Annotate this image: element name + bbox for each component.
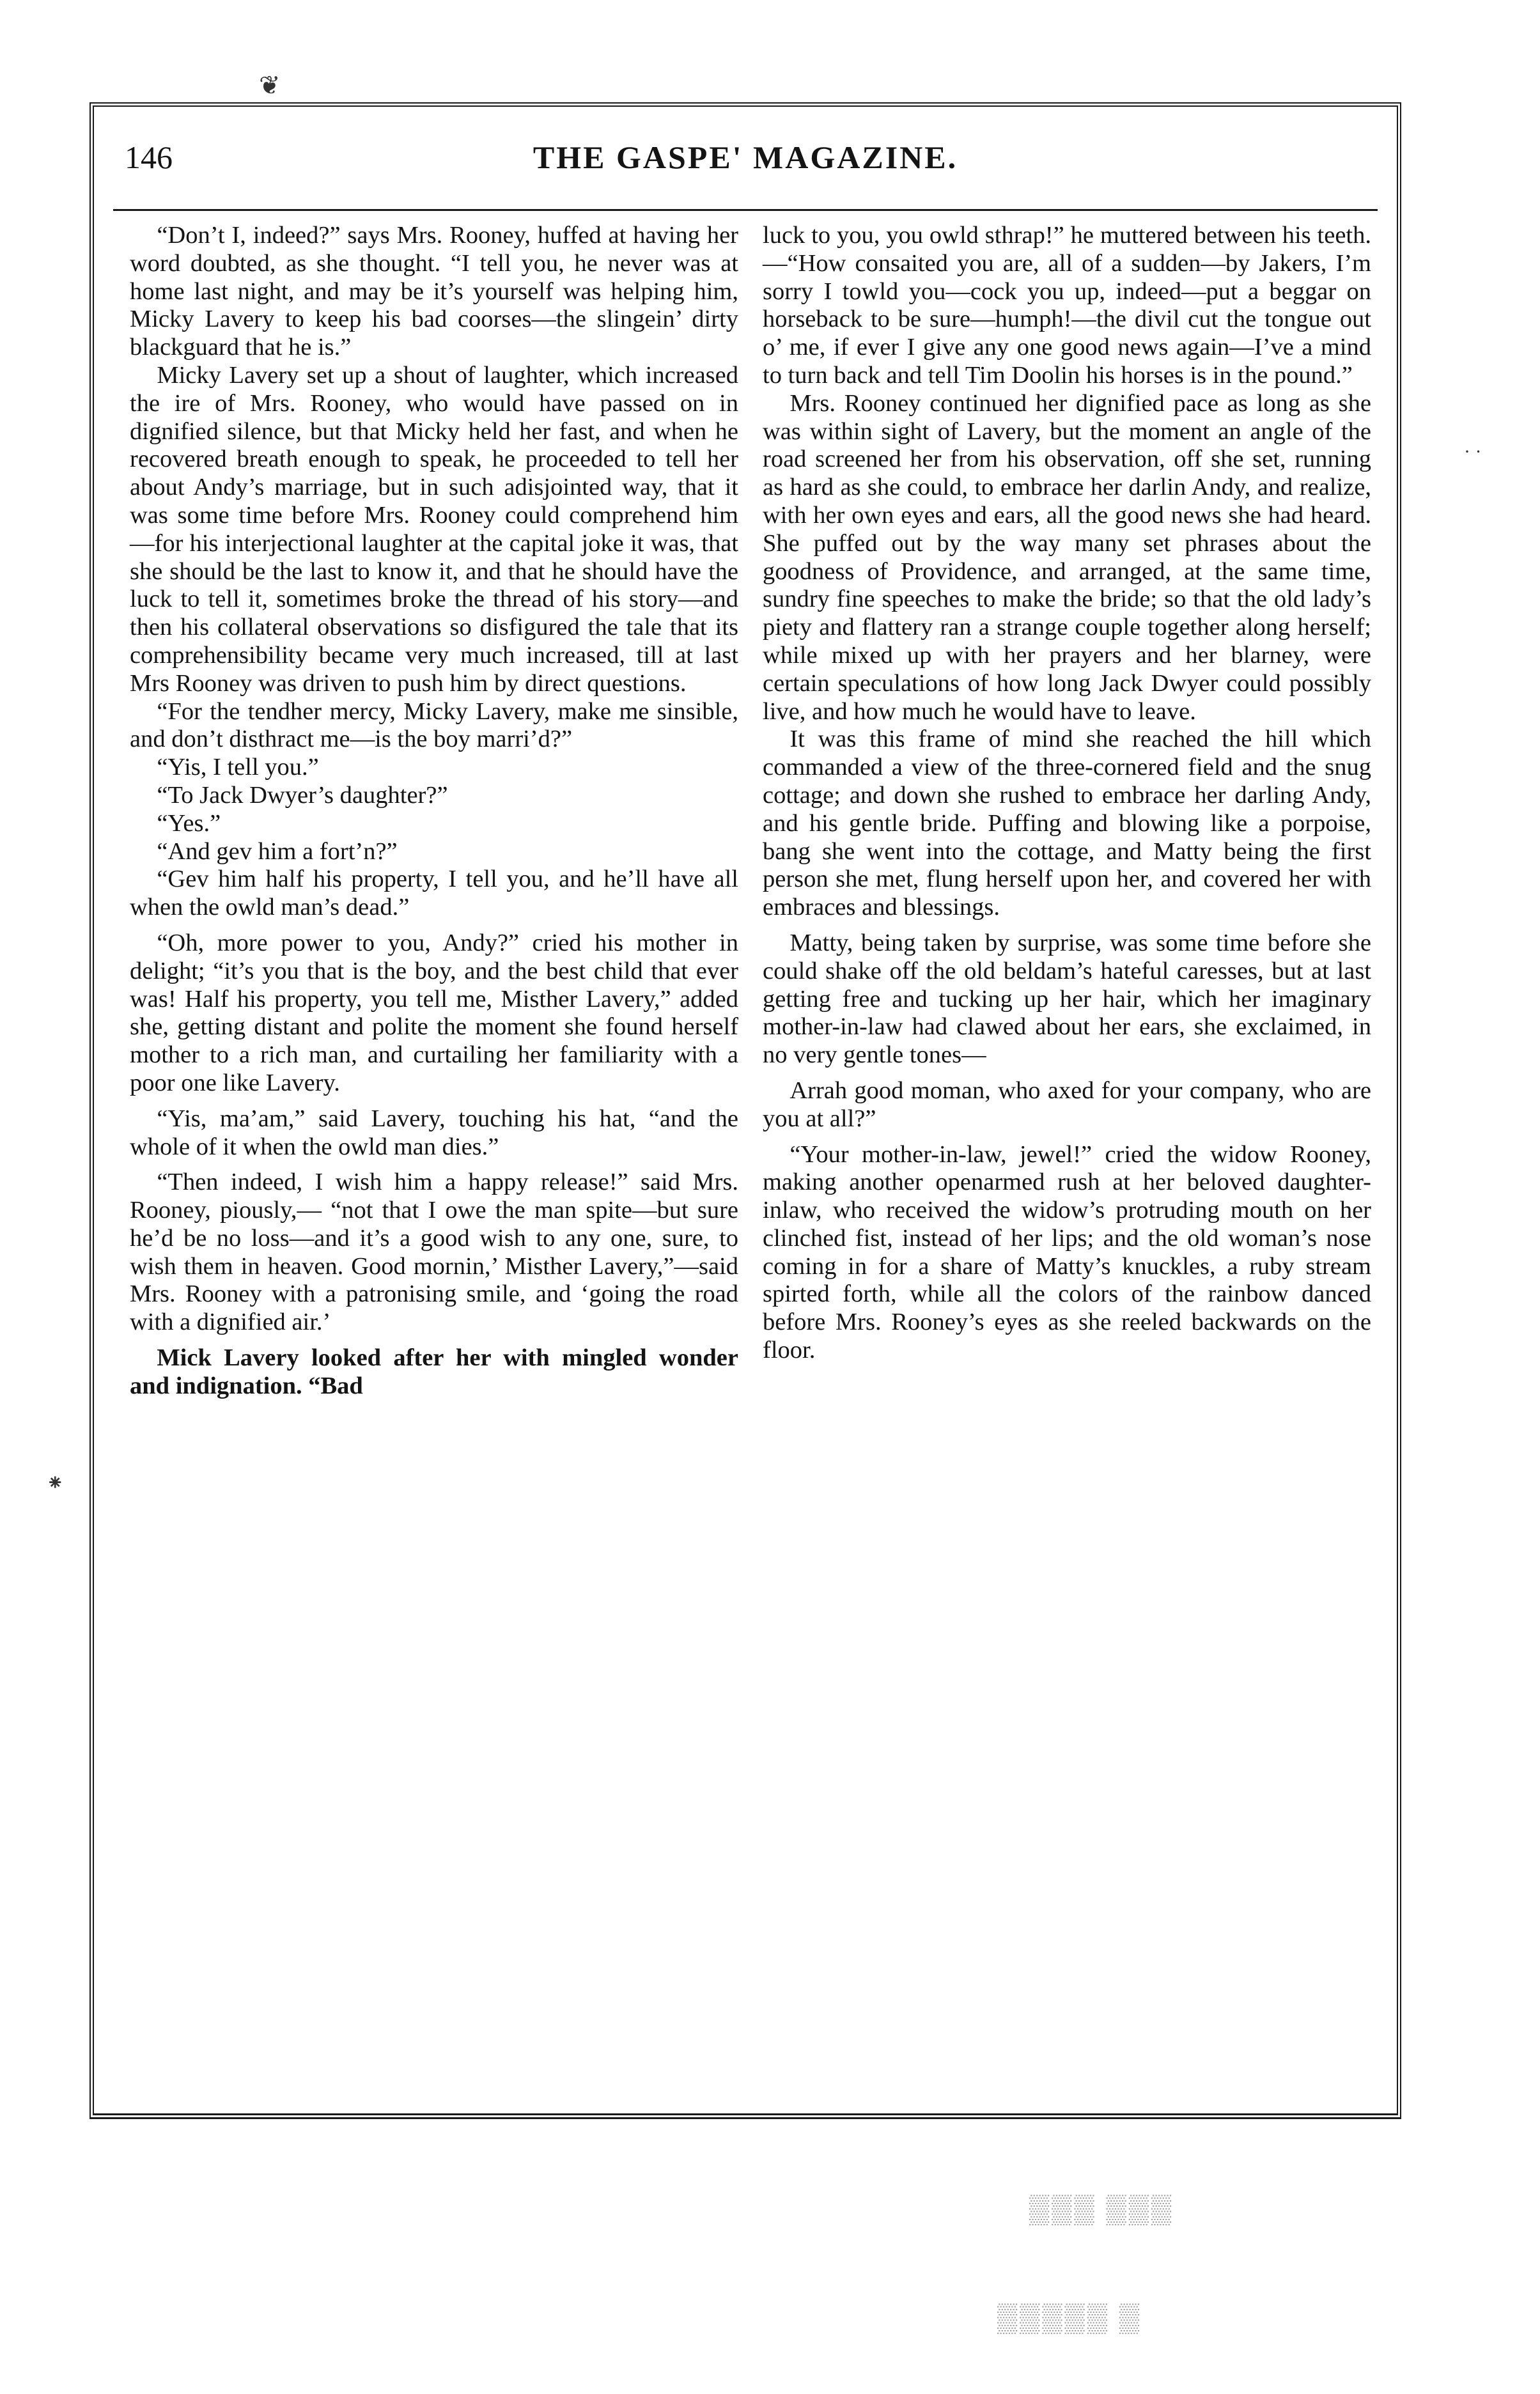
paragraph: “Yis, I tell you.” <box>157 754 319 781</box>
paragraph: “Yes.” <box>157 809 221 837</box>
header-rule <box>113 209 1378 211</box>
paragraph: “Gev him half his property, I tell you, and he’ll have all when the owld man’s dead.” <box>130 866 738 921</box>
left-column <box>130 222 738 2088</box>
paragraph: “Don’t I, indeed?” says Mrs. Rooney, huffed at having her word doubted, as she thought. “I tell you, he never was at home last night, and may be it’s yourself was helping him, Micky Lavery to keep his bad coorses—the slingein’ dirty blackguard that he is.” <box>130 222 738 361</box>
paragraph: “Then indeed, I wish him a happy release!” said Mrs. Rooney, piously,— “not that I owe the man spite—but sure he’d be no loss—and it’s a good wish to any one, sure, to wish them in heaven. Good mornin,’ Misther Lavery,”—said Mrs. Rooney with a patronising smile, and ‘going the road with a dignified air.’ <box>130 1169 738 1336</box>
page-number: 146 <box>125 139 173 175</box>
right-column <box>763 222 1371 2088</box>
text-columns <box>130 222 1371 2088</box>
page-frame <box>89 102 1401 2119</box>
paragraph: “Your mother-in-law, jewel!” cried the widow Rooney, making another openarmed rush at her beloved daughter-inlaw, who received the widow’s protruding mouth on her clinched fist, instead of her lips; and the old woman’s nose coming in for a share of Matty’s knuckles, a ruby stream spirted forth, while all the colors of the rainbow danced before Mrs. Rooney’s eyes as she reeled backwards on the floor. <box>763 1140 1371 1364</box>
ink-speck-right: · · <box>1464 441 1482 462</box>
paragraph: “For the tendher mercy, Micky Lavery, make me sinsible, and don’t disthract me—is the boy marri’d?” <box>130 697 738 753</box>
paragraph: luck to you, you owld sthrap!” he muttered between his teeth.—“How consaited you are, all of a sudden—by Jakers, I’m sorry I towld you—cock you up, indeed—put a beggar on horseback to be sure—humph!—the divil cut the tongue out o’ me, if ever I give any one good news again—I’ve a mind to turn back and tell Tim Doolin his horses is in the pound.” <box>763 222 1371 389</box>
ink-blot-top: ❦ <box>259 71 281 100</box>
show-through-smudge-1: ▒▒▒ ▒▒▒ <box>1029 2193 1174 2225</box>
paragraph: Arrah good moman, who axed for your company, who are you at all?” <box>763 1077 1371 1132</box>
paragraph: Mick Lavery looked after her with mingled wonder and indignation. “Bad <box>130 1344 738 1399</box>
paragraph: “Yis, ma’am,” said Lavery, touching his hat, “and the whole of it when the owld man dies.” <box>130 1105 738 1160</box>
paragraph: Mrs. Rooney continued her dignified pace as long as she was within sight of Lavery, but the moment an angle of the road screened her from his observation, off she set, running as hard as she could, to embrace her darlin Andy, and realize, with her own eyes and ears, all the good news she had heard. She puffed out by the way many set phrases about the goodness of Providence, and arranged, at the same time, sundry fine speeches to make the bride; so that the old lady’s piety and flattery ran a strange couple together along herself; while mixed up with her prayers and her blarney, were certain speculations of how long Jack Dwyer could possibly live, and how much he would have to leave. <box>763 389 1371 725</box>
paragraph: Micky Lavery set up a shout of laughter, which increased the ire of Mrs. Rooney, who would have passed on in dignified silence, but that Micky held her fast, and when he recovered breath enough to speak, he proceeded to tell her about Andy’s marriage, but in such adisjointed way, that it was some time before Mrs. Rooney could comprehend him —for his interjectional laughter at the capital joke it was, that she should be the last to know it, and that he should have the luck to tell it, sometimes broke the thread of his story—and then his collateral observations so disfigured the tale that its comprehensibility became very much increased, till at last Mrs Rooney was driven to push him by direct questions. <box>130 361 738 697</box>
paragraph: Matty, being taken by surprise, was some time before she could shake off the old beldam’s hateful caresses, but at last getting free and tucking up her hair, which her imaginary mother-in-law had clawed about her ears, she exclaimed, in no very gentle tones— <box>763 929 1371 1069</box>
ink-speck-left: ⁕ <box>46 1472 65 1495</box>
paragraph: “Oh, more power to you, Andy?” cried his mother in delight; “it’s you that is the boy, and the best child that ever was! Half his property, you tell me, Misther Lavery,” added she, getting distant and polite the moment she found herself mother to a rich man, and curtailing her familiarity with a poor one like Lavery. <box>130 929 738 1096</box>
paragraph: It was this frame of mind she reached the hill which commanded a view of the three-cornered field and the snug cottage; and down she rushed to embrace her darling Andy, and his gentle bride. Puffing and blowing like a porpoise, bang she went into the cottage, and Matty being the first person she met, flung herself upon her, and covered her with embraces and blessings. <box>763 726 1371 921</box>
paragraph: “And gev him a fort’n?” <box>157 837 398 865</box>
running-title: THE GASPE' MAGAZINE. <box>533 139 958 175</box>
show-through-smudge-2: ▒▒▒▒▒ ▒ <box>997 2302 1142 2333</box>
page-header <box>113 134 1378 191</box>
paragraph: “To Jack Dwyer’s daughter?” <box>157 781 448 809</box>
